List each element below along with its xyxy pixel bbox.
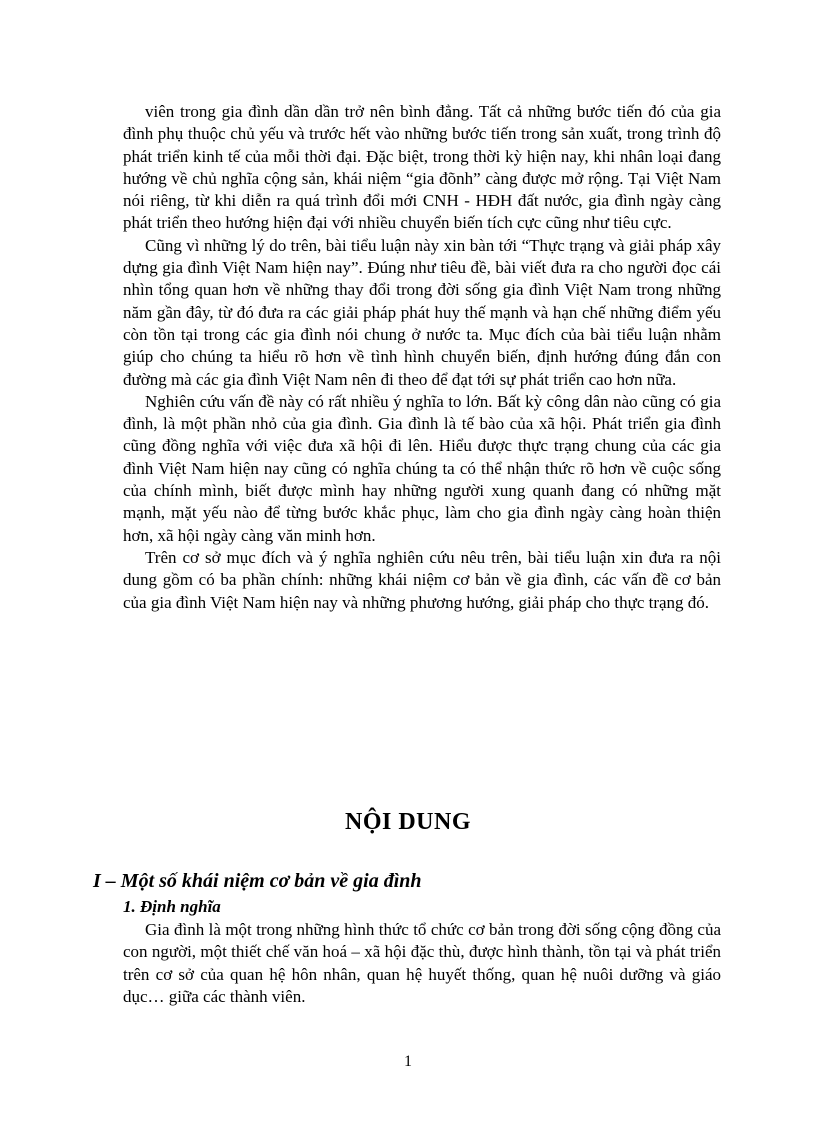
- definition-section: [123, 919, 721, 1008]
- page-number: 1: [404, 1053, 412, 1070]
- intro-paragraph-4: Trên cơ sở mục đích và ý nghĩa nghiên cứu nêu trên, bài tiểu luận xin đưa ra nội dung gồm có ba phần chính: những khái niệm cơ bản về gia đình, các vấn đề cơ bản của gia đình Việt Nam hiện nay và những phương hướng, giải pháp cho thực trạng đó.: [123, 547, 721, 612]
- definition-paragraph: Gia đình là một trong những hình thức tổ chức cơ bản trong đời sống cộng đồng của con người, một thiết chế văn hoá – xã hội đặc thù, được hình thành, tồn tại và phát triển trên cơ sở của quan hệ hôn nhân, quan hệ huyết thống, quan hệ nuôi dưỡng và giáo dục… giữa các thành viên.: [123, 920, 721, 1006]
- intro-paragraph-3: Nghiên cứu vấn đề này có rất nhiều ý nghĩa to lớn. Bất kỳ công dân nào cũng có gia đình, là một phần nhỏ của gia đình. Gia đình là tế bào của xã hội. Phát triển gia đình cũng đồng nghĩa với việc đưa xã hội đi lên. Hiểu được thực trạng chung của các gia đình Việt Nam hiện nay cũng có nghĩa chúng ta có thể nhận thức rõ hơn về cuộc sống của chính mình, biết được mình hay những người xung quanh đang có những mặt mạnh, mặt yếu nào để từng bước khắc phục, làm cho gia đình ngày càng hoàn thiện hơn, xã hội ngày càng văn minh hơn.: [123, 391, 721, 545]
- intro-paragraph-2: Cũng vì những lý do trên, bài tiểu luận này xin bàn tới “Thực trạng và giải pháp xây dựng gia đình Việt Nam hiện nay”. Đúng như tiêu đề, bài viết đưa ra cho người đọc cái nhìn tổng quan hơn về những thay đổi trong đời sống gia đình Việt Nam trong những năm gần đây, từ đó đưa ra các giải pháp phát huy thế mạnh và hạn chế những điểm yếu còn tồn tại trong các gia đình nói chung ở nước ta. Mục đích của bài tiểu luận nhằm giúp cho chúng ta hiểu rõ hơn về tình hình chuyển biến, định hướng đúng đắn con đường mà các gia đình Việt Nam nên đi theo để đạt tới sự phát triển cao hơn nữa.: [123, 235, 721, 389]
- intro-paragraph-1: viên trong gia đình dần dần trở nên bình đẳng. Tất cả những bước tiến đó của gia đình phụ thuộc chủ yếu và trước hết vào những bước tiến trong sản xuất, trong trình độ phát triển kinh tế của mỗi thời đại. Đặc biệt, trong thời kỳ hiện nay, khi nhân loại đang hướng về chủ nghĩa cộng sản, khái niệm “gia đõnh” càng được mở rộng. Tại Việt Nam nói riêng, từ khi diễn ra quá trình đổi mới CNH - HĐH đất nước, gia đình ngày càng phát triển theo hướng hiện đại với nhiều chuyển biến tích cực cũng như tiêu cực.: [123, 102, 721, 233]
- section-title: NỘI DUNG: [344, 809, 471, 835]
- chapter-heading: I – Một số khái niệm cơ bản về gia đình: [93, 870, 422, 892]
- subsection-heading: 1. Định nghĩa: [123, 897, 221, 916]
- introduction-section: [123, 101, 721, 614]
